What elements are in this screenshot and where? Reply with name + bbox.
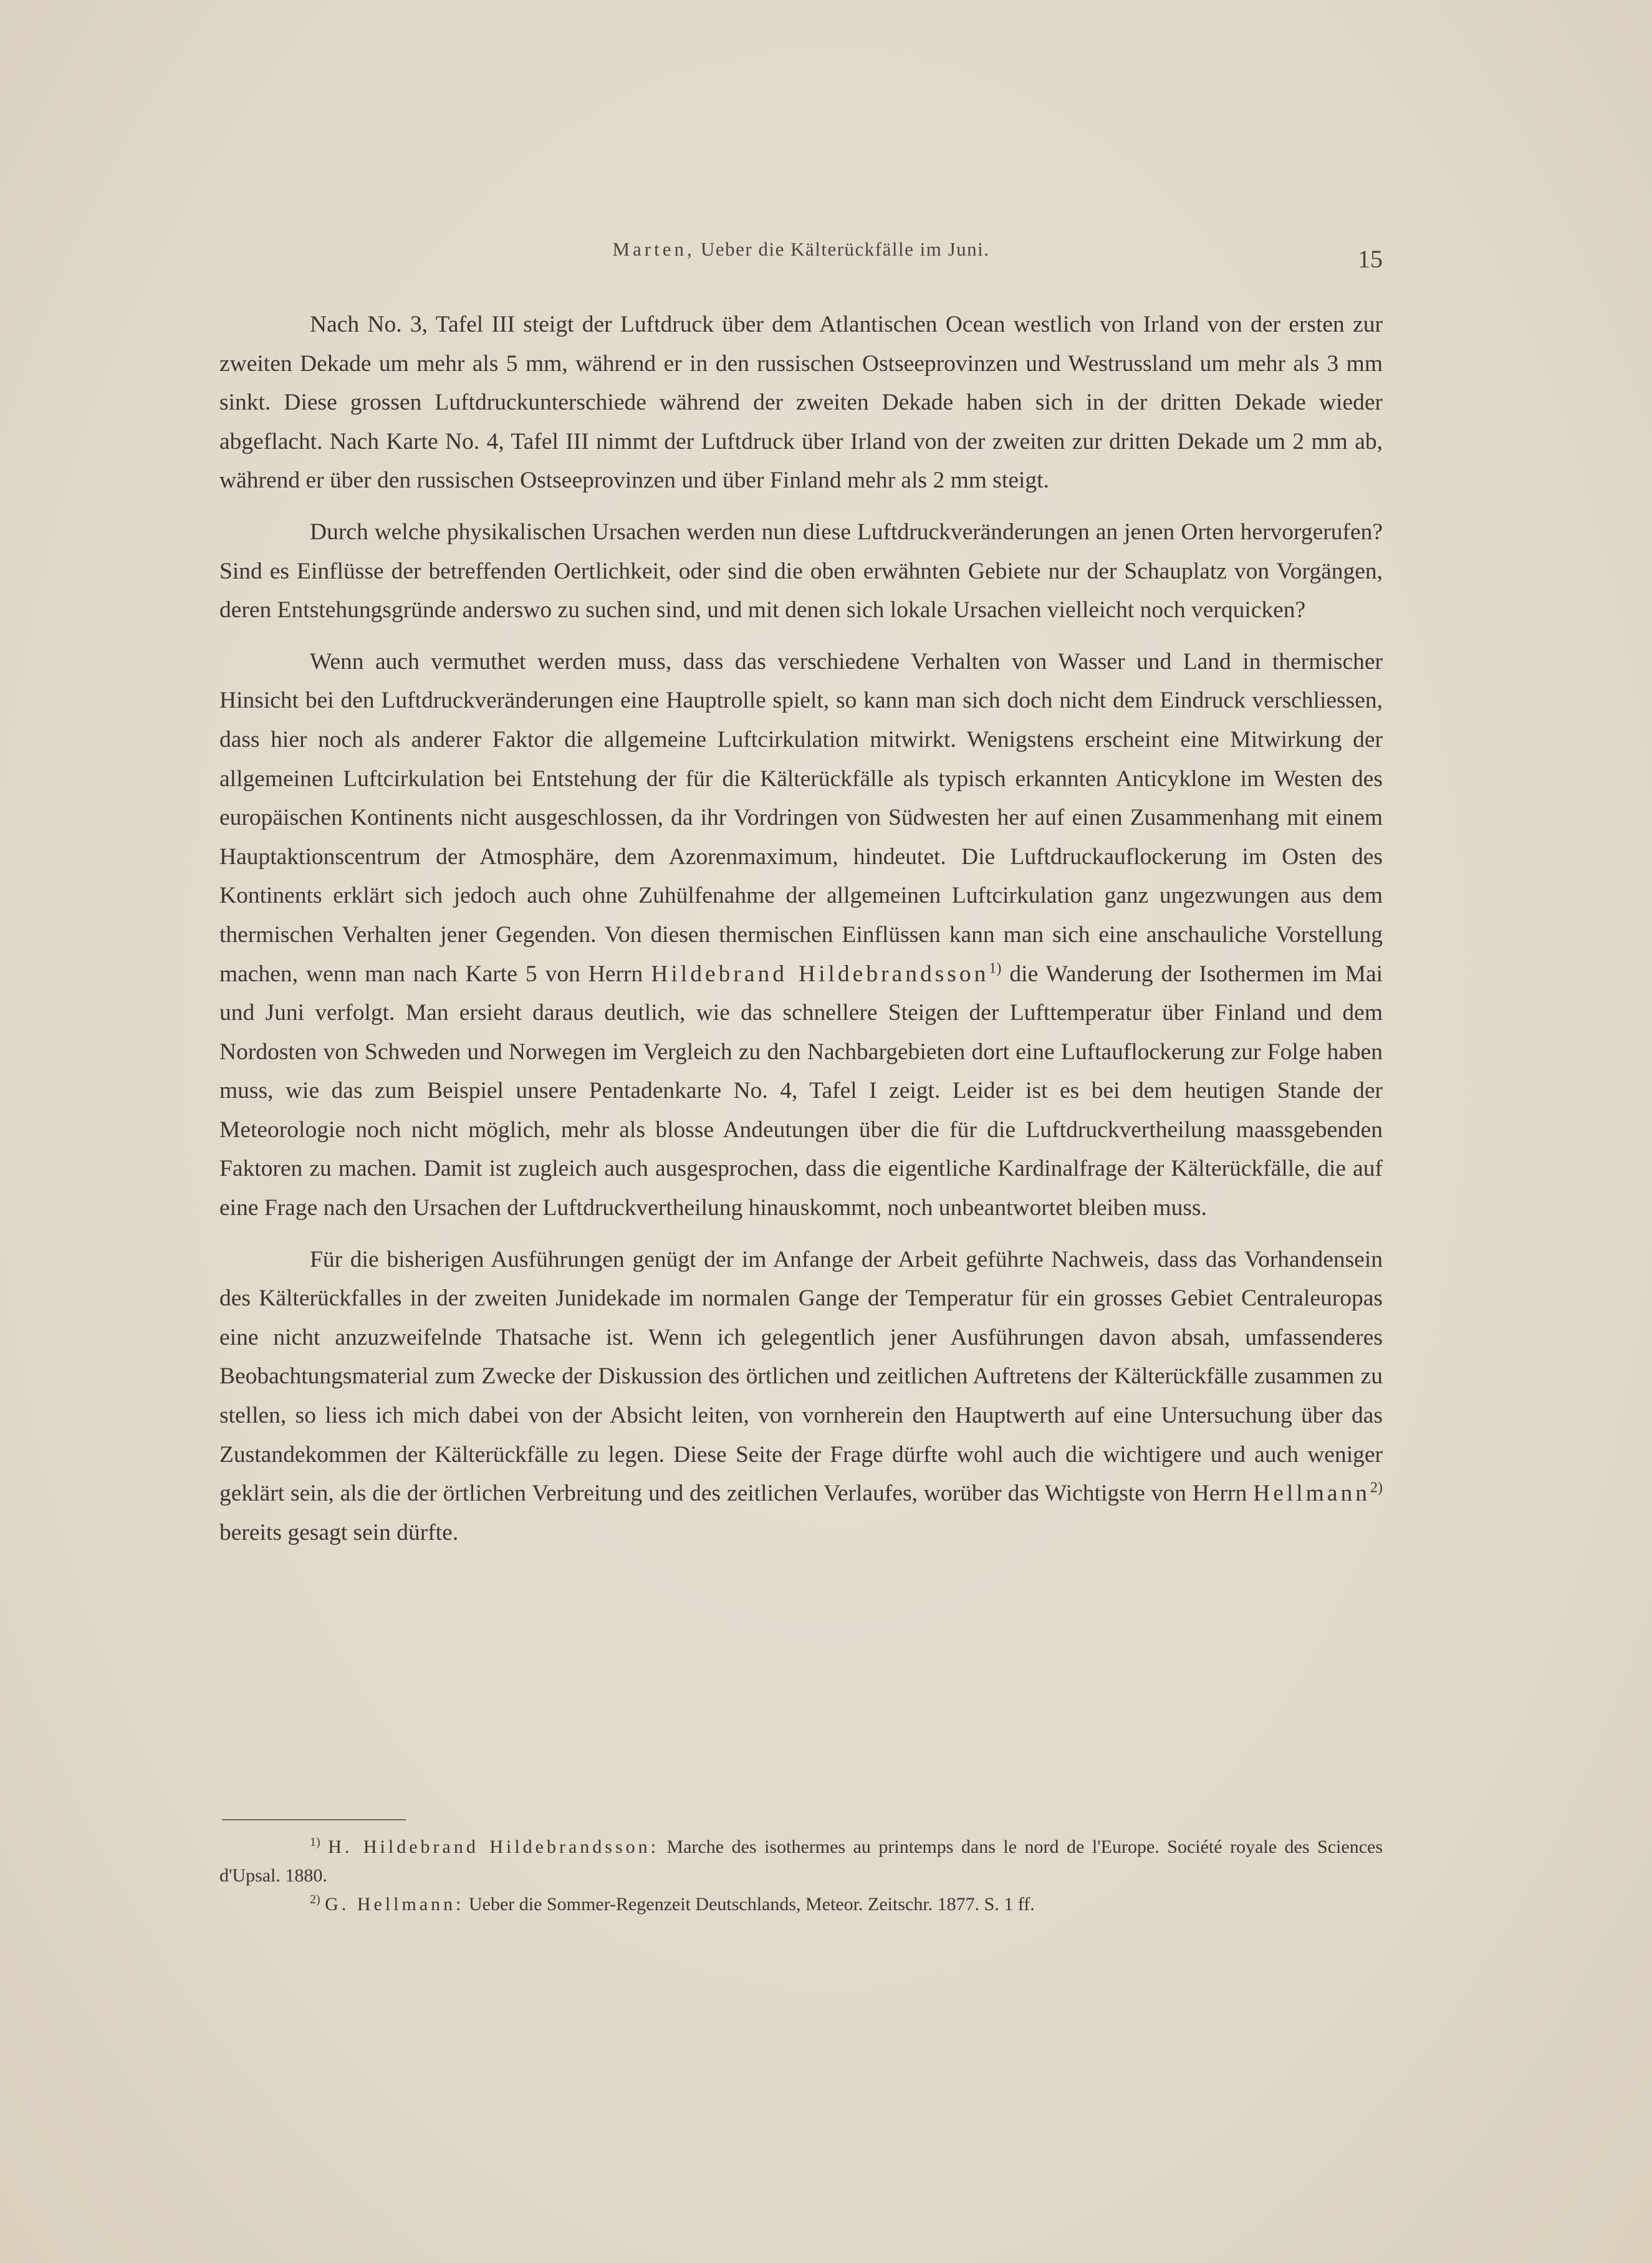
running-head-title: Ueber die Kälterückfälle im Juni. (700, 238, 990, 260)
main-text (219, 305, 1383, 1565)
paragraph-4 (219, 1241, 1383, 1553)
footnote-1 (219, 1833, 1383, 1890)
footnote-2-text: Ueber die Sommer-Regenzeit Deutschlands, Meteor. Zeitschr. 1877. S. 1 ff. (464, 1894, 1035, 1915)
footnote-1-text: Marche des isothermes au printemps dans le nord de l'Europe. Société royale des Sciences d'Upsal. 1880. (219, 1837, 1383, 1886)
running-head-author: Marten, (612, 238, 695, 260)
page-header (219, 238, 1383, 276)
footnote-2-author: G. Hellmann: (325, 1894, 464, 1915)
paragraph-3-part-2: die Wanderung der Isothermen im Mai und Juni verfolgt. Man ersieht daraus deutlich, wie das schnellere Steigen der Lufttemperatur über Finland und dem Nordosten von Schweden und Norwegen im Vergleich zu den Nachbargebieten dort eine Luftauflockerung zur Folge haben muss, wie das zum Beispiel unsere Pentadenkarte No. 4, Tafel I zeigt. Leider ist es bei dem heutigen Stande der Meteorologie noch nicht möglich, mehr als blosse Andeutungen über die für die Luftdruckvertheilung maassgebenden Faktoren zu machen. Damit ist zugleich auch ausgesprochen, dass die eigentliche Kardinalfrage der Kälterückfälle, die auf eine Frage nach den Ursachen der Luftdruckvertheilung hinauskommt, noch unbeantwortet bleiben muss. (219, 961, 1383, 1221)
footnotes (219, 1833, 1383, 1919)
paragraph-3-part-1: Wenn auch vermuthet werden muss, dass das verschiedene Verhalten von Wasser und Land in thermischer Hinsicht bei den Luftdruckveränderungen eine Hauptrolle spielt, so kann man sich doch nicht dem Eindruck verschliessen, dass hier noch als anderer Faktor die allgemeine Luftcirkulation mitwirkt. Wenigstens erscheint eine Mitwirkung der allgemeinen Luftcirkulation bei Entstehung der für die Kälterückfälle als typisch erkannten Anticyklone im Westen des europäischen Kontinents nicht ausgeschlossen, da ihr Vordringen von Südwesten her auf einen Zusammenhang mit einem Hauptaktionscentrum der Atmosphäre, dem Azorenmaximum, hindeutet. Die Luftdruckauflockerung im Osten des Kontinents erklärt sich jedoch auch ohne Zuhülfenahme der allgemeinen Luftcirkulation ganz ungezwungen aus dem thermischen Verhalten jener Gegenden. Von diesen thermischen Einflüssen kann man sich eine anschauliche Vorstellung machen, wenn man nach Karte 5 von Herrn (219, 648, 1383, 987)
footnote-1-mark: 1) (310, 1835, 320, 1849)
footnote-2 (219, 1890, 1383, 1919)
footnote-separator (222, 1819, 406, 1820)
footnote-ref-1: 1) (989, 960, 1002, 976)
cited-name-hildebrandsson: Hildebrand Hildebrandsson (651, 961, 989, 987)
cited-name-hellmann: Hellmann (1253, 1481, 1371, 1507)
running-head (219, 238, 1383, 261)
footnote-2-mark: 2) (310, 1893, 320, 1906)
footnote-1-author: H. Hildebrand Hildebrandsson: (328, 1837, 659, 1857)
footnote-ref-2: 2) (1370, 1479, 1383, 1496)
paragraph-2: Durch welche physikalischen Ursachen werden nun diese Luftdruckveränderungen an jenen Orten hervorgerufen? Sind es Einflüsse der betreffenden Oertlichkeit, oder sind die oben erwähnten Gebiete nur der Schauplatz von Vorgängen, deren Entstehungsgründe anderswo zu suchen sind, und mit denen sich lokale Ursachen vielleicht noch verquicken? (219, 519, 1383, 623)
paragraph-4-part-2: bereits gesagt sein dürfte. (219, 1519, 459, 1545)
paragraph-4-part-1: Für die bisherigen Ausführungen genügt der im Anfange der Arbeit geführte Nachweis, dass das Vorhandensein des Kälterückfalles in der zweiten Junidekade im normalen Gange der Temperatur für ein grosses Gebiet Centraleuropas eine nicht anzuzweifelnde Thatsache ist. Wenn ich gelegentlich jener Ausführungen davon absah, umfassenderes Beobachtungsmaterial zum Zwecke der Diskussion des örtlichen und zeitlichen Auftretens der Kälterückfälle zusammen zu stellen, so liess ich mich dabei von der Absicht leiten, von vornherein den Hauptwerth auf eine Untersuchung über das Zustandekommen der Kälterückfälle zu legen. Diese Seite der Frage dürfte wohl auch die wichtigere und auch weniger geklärt sein, als die der örtlichen Verbreitung und des zeitlichen Verlaufes, worüber das Wichtigste von Herrn (219, 1246, 1383, 1507)
page-number: 15 (1358, 245, 1383, 273)
paragraph-3 (219, 643, 1383, 1228)
paragraph-1: Nach No. 3, Tafel III steigt der Luftdruck über dem Atlantischen Ocean westlich von Irland von der ersten zur zweiten Dekade um mehr als 5 mm, während er in den russischen Ostseeprovinzen und Westrussland um mehr als 3 mm sinkt. Diese grossen Luftdruckunterschiede während der zweiten Dekade haben sich in der dritten Dekade wieder abgeflacht. Nach Karte No. 4, Tafel III nimmt der Luftdruck über Irland von der zweiten zur dritten Dekade um 2 mm ab, während er über den russischen Ostseeprovinzen und über Finland mehr als 2 mm steigt. (219, 312, 1383, 494)
